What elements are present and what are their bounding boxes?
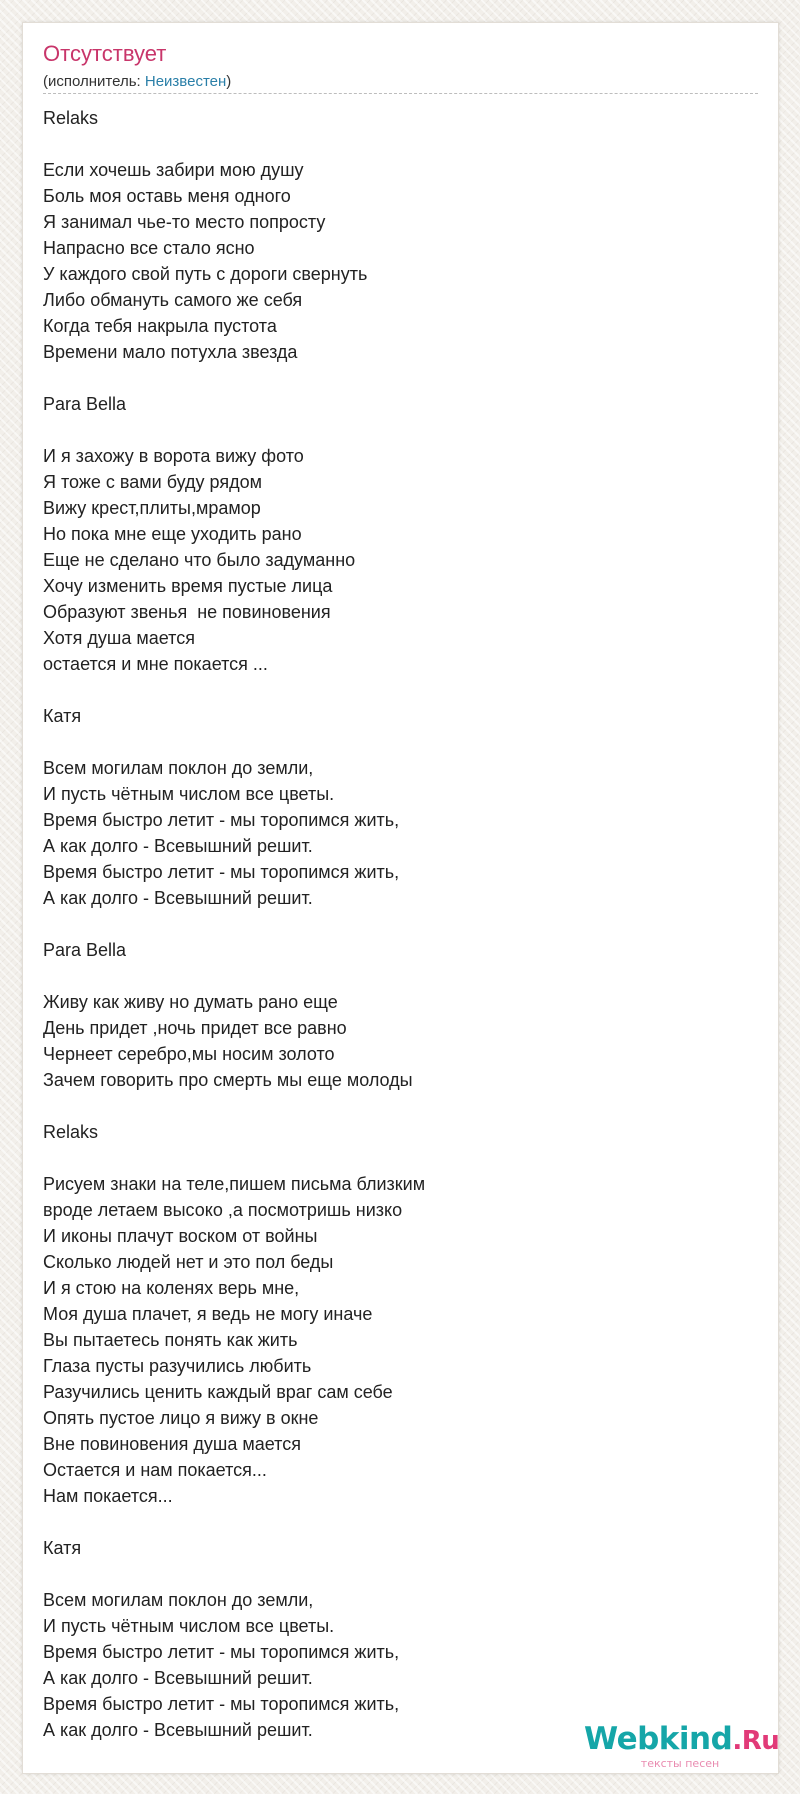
logo-domain-text: .Ru — [732, 1726, 780, 1756]
lyric-line: Время быстро летит - мы торопимся жить, — [43, 1694, 400, 1714]
artist-suffix: ) — [226, 73, 232, 90]
lyric-line: А как долго - Всевышний решит. — [43, 1720, 313, 1740]
logo-tagline: тексты песен — [640, 1757, 720, 1770]
artist-line — [43, 73, 231, 90]
lyric-line: Живу как живу но думать рано еще — [43, 992, 338, 1012]
lyric-line: Вы пытаетесь понять как жить — [43, 1330, 298, 1350]
lyric-line: А как долго - Всевышний решит. — [43, 836, 313, 856]
lyric-line: И пусть чётным числом все цветы. — [43, 784, 335, 804]
lyric-blank-line — [43, 677, 425, 703]
lyric-line: Катя — [43, 1538, 82, 1558]
lyric-line: Еще не сделано что было задуманно — [43, 550, 356, 570]
logo-main-text: Webkind — [584, 1721, 733, 1757]
artist-prefix: (исполнитель: — [43, 73, 145, 90]
artist-link[interactable]: Неизвестен — [144, 73, 227, 90]
lyric-line: Образуют звенья не повиновения — [43, 602, 331, 622]
lyric-line: У каждого свой путь с дороги свернуть — [43, 264, 368, 284]
lyric-line: Я тоже с вами буду рядом — [43, 472, 262, 492]
lyric-line: И я стою на коленях верь мне, — [43, 1278, 300, 1298]
lyric-blank-line — [43, 911, 425, 937]
lyric-line: И иконы плачут воском от войны — [43, 1226, 318, 1246]
lyric-line: Хочу изменить время пустые лица — [43, 576, 333, 596]
lyric-line: Глаза пусты разучились любить — [43, 1356, 312, 1376]
lyric-blank-line — [43, 365, 425, 391]
lyric-line: Para Bella — [43, 940, 127, 960]
lyric-line: Всем могилам поклон до земли, — [43, 758, 314, 778]
lyric-blank-line — [43, 1509, 425, 1535]
lyric-line: Опять пустое лицо я вижу в окне — [43, 1408, 319, 1428]
lyric-blank-line — [43, 1561, 425, 1587]
lyric-line: Катя — [43, 706, 82, 726]
lyric-blank-line — [43, 417, 425, 443]
lyric-line: Para Bella — [43, 394, 127, 414]
lyric-line: Relaks — [43, 1122, 99, 1142]
lyric-line: Разучились ценить каждый враг сам себе — [43, 1382, 393, 1402]
lyric-blank-line — [43, 1145, 425, 1171]
lyric-line: Сколько людей нет и это пол беды — [43, 1252, 334, 1272]
lyric-line: Чернеет серебро,мы носим золото — [43, 1044, 335, 1064]
lyric-line: Либо обмануть самого же себя — [43, 290, 303, 310]
lyric-line: Рисуем знаки на теле,пишем письма близким — [43, 1174, 426, 1194]
lyric-line: Я занимал чье-то место попросту — [43, 212, 326, 232]
lyric-line: Когда тебя накрыла пустота — [43, 316, 277, 336]
lyric-line: Моя душа плачет, я ведь не могу иначе — [43, 1304, 373, 1324]
lyric-line: И пусть чётным числом все цветы. — [43, 1616, 335, 1636]
lyrics-card — [22, 22, 779, 1774]
lyric-line: Время быстро летит - мы торопимся жить, — [43, 862, 400, 882]
lyric-line: Остается и нам покается... — [43, 1460, 267, 1480]
lyric-line: остается и мне покается ... — [43, 654, 268, 674]
lyric-blank-line — [43, 963, 425, 989]
lyric-line: Нам покается... — [43, 1486, 173, 1506]
lyric-line: вроде летаем высоко ,а посмотришь низко — [43, 1200, 403, 1220]
lyric-line: Вижу крест,плиты,мрамор — [43, 498, 261, 518]
lyric-line: А как долго - Всевышний решит. — [43, 1668, 313, 1688]
lyric-line: Хотя душа мается — [43, 628, 195, 648]
lyric-line: И я захожу в ворота вижу фото — [43, 446, 304, 466]
lyric-line: Если хочешь забири мою душу — [43, 160, 304, 180]
lyric-line: День придет ,ночь придет все равно — [43, 1018, 347, 1038]
lyric-line: Напрасно все стало ясно — [43, 238, 255, 258]
lyric-line: А как долго - Всевышний решит. — [43, 888, 313, 908]
lyric-line: Зачем говорить про смерть мы еще молоды — [43, 1070, 413, 1090]
lyric-line: Времени мало потухла звезда — [43, 342, 298, 362]
lyric-line: Вне повиновения душа мается — [43, 1434, 301, 1454]
song-title: Отсутствует — [43, 41, 167, 66]
lyric-blank-line — [43, 131, 425, 157]
lyric-line: Всем могилам поклон до земли, — [43, 1590, 314, 1610]
lyric-blank-line — [43, 1093, 425, 1119]
lyric-line: Время быстро летит - мы торопимся жить, — [43, 1642, 400, 1662]
lyrics-text — [43, 105, 425, 1743]
lyric-line: Боль моя оставь меня одного — [43, 186, 291, 206]
webkind-logo[interactable] — [584, 1721, 780, 1772]
lyric-line: Но пока мне еще уходить рано — [43, 524, 302, 544]
lyric-blank-line — [43, 729, 425, 755]
logo-wordmark — [584, 1721, 780, 1758]
header-divider — [43, 93, 758, 94]
lyric-line: Время быстро летит - мы торопимся жить, — [43, 810, 400, 830]
lyric-line: Relaks — [43, 108, 99, 128]
